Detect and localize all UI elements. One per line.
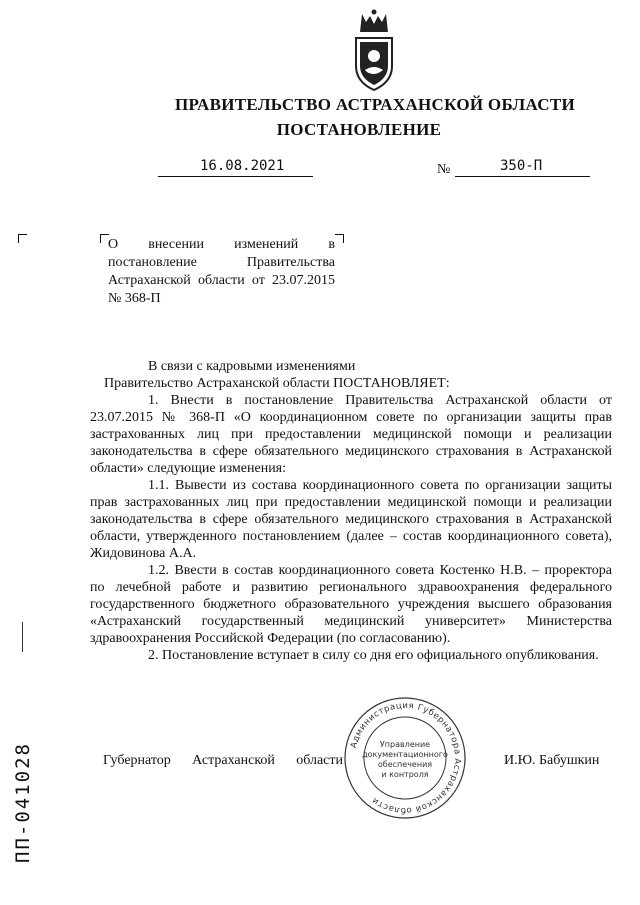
document-subject: О внесении изменений в постановление Правительства Астраханской области от 23.07.2015 № 368-П [108,237,335,306]
body-paragraph-4: 1.1. Вывести из состава координационного совета по организации защиты прав застрахованных лиц при предоставлении медицинской помощи и реализации законодательства в сфере обязательного медицинского страхования в Астраханской области, утвержденного постановлением (далее – состав координационного совета), Жидовинова А.А. [90,478,612,561]
stamp-line-4: и контроля [381,770,429,779]
coat-of-arms-emblem [348,8,400,92]
stamp-line-2: документационного [362,750,448,759]
stamp-line-1: Управление [379,740,431,749]
corner-mark-left [18,234,27,243]
side-serial-text: ПП-041028 [12,742,34,863]
body-paragraph-1: В связи с кадровыми изменениями [148,359,356,374]
government-heading: ПРАВИТЕЛЬСТВО АСТРАХАНСКОЙ ОБЛАСТИ [175,95,575,114]
body-paragraph-2: Правительство Астраханской области ПОСТАНОВЛЯЕТ: [104,376,450,391]
body-paragraph-5: 1.2. Ввести в состав координационного совета Костенко Н.В. – проректора по лечебной работе и развитию регионального здравоохранения федерального государственного бюджетного образовательного учреждения высшего образования «Астраханский государственный медицинский университет» Министерства здравоохранения Российской Федерации (по согласованию). [90,563,612,646]
subject-bracket-right [335,234,344,243]
signatory-position: Губернатор Астраханской области [103,753,343,768]
body-paragraph-3: 1. Внести в постановление Правительства Астраханской области от 23.07.2015 № 368-П «О координационном совете по организации защиты прав застрахованных лиц при предоставлении медицинской помощи и реализации законодательства в сфере обязательного медицинского страхования в Астраханской области» следующие изменения: [90,393,612,476]
official-stamp [342,695,468,821]
document-number: 350-П [500,158,543,174]
signatory-name: И.Ю. Бабушкин [504,753,600,768]
body-paragraph-6: 2. Постановление вступает в силу со дня его официального опубликования. [148,648,599,663]
number-sign: № [437,162,451,177]
stamp-ring-text: Администрация Губернатора Астраханской области [348,700,463,816]
document-type-heading: ПОСТАНОВЛЕНИЕ [276,120,442,139]
document-date: 16.08.2021 [200,158,285,174]
document-body [90,358,612,664]
stamp-line-3: обеспечения [377,760,433,769]
margin-mark [22,622,23,652]
side-serial-number [8,705,38,865]
